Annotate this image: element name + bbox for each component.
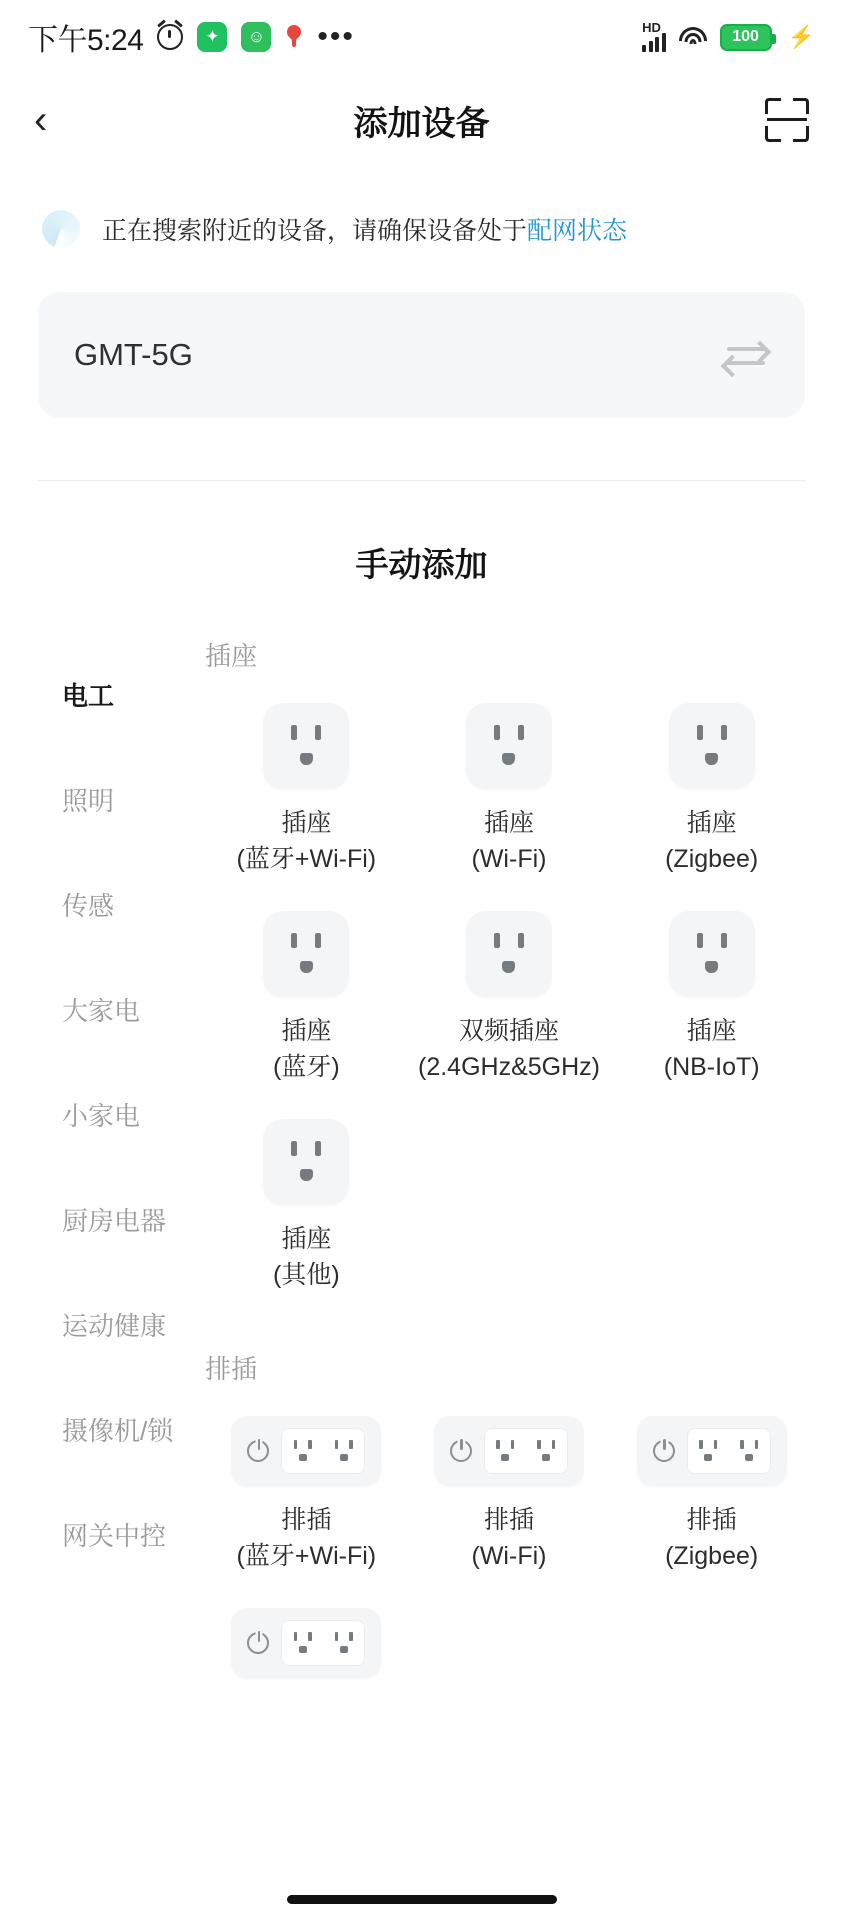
device-label-line1: 双频插座 [458,1017,559,1045]
sidebar-item-large-appliance[interactable]: 大家电 [62,996,141,1026]
back-button[interactable]: ‹ [34,98,48,142]
device-item[interactable] [610,703,813,877]
sidebar-item-electrician[interactable]: 电工 [62,681,115,711]
battery-level: 100 [732,28,759,45]
charging-icon: ⚡ [787,24,815,49]
device-label [237,1502,377,1574]
device-item[interactable] [205,703,408,877]
status-time: 下午5:24 [28,24,144,57]
device-label [665,805,758,877]
status-bar [0,0,843,74]
device-label-line2: (其他) [273,1261,340,1289]
device-grid-socket [205,703,813,1293]
battery-icon [720,24,772,51]
socket-icon [263,911,349,997]
power-strip-icon [434,1416,584,1486]
sidebar-item-sports-health[interactable]: 运动健康 [62,1311,167,1341]
socket-icon [466,703,552,789]
device-label-line1: 排插 [686,1506,737,1534]
device-label-line2: (Wi-Fi) [471,1542,547,1570]
device-label [664,1013,760,1085]
sidebar-item-lighting[interactable]: 照明 [62,786,115,816]
power-strip-icon [231,1608,381,1678]
device-label [472,805,547,877]
socket-icon [466,911,552,997]
device-label-line2: (蓝牙+Wi-Fi) [236,1542,377,1570]
device-item[interactable] [408,703,611,877]
manual-add-title: 手动添加 [355,546,488,583]
device-label-line2: (蓝牙) [273,1053,340,1081]
device-label [472,1502,547,1574]
device-label-line1: 排插 [483,1506,534,1534]
device-label [237,805,377,877]
socket-icon [263,1119,349,1205]
socket-icon [669,703,755,789]
device-label-line2: (NB-IoT) [663,1053,760,1081]
device-item[interactable] [610,1416,813,1574]
power-strip-icon [637,1416,787,1486]
searching-text [102,211,627,247]
device-label-line1: 插座 [686,809,737,837]
device-item[interactable] [610,911,813,1085]
swap-network-icon[interactable] [723,338,769,372]
device-label-line1: 插座 [686,1017,737,1045]
status-bar-right [642,22,815,52]
wifi-selector[interactable] [38,292,805,418]
device-item[interactable] [408,911,611,1085]
divider [38,480,805,481]
app-badge-icon: ✦ [197,22,227,52]
device-label [273,1221,340,1293]
device-item[interactable] [205,1608,408,1694]
location-pin-icon [285,25,303,49]
device-label-line1: 插座 [281,1225,332,1253]
device-label-line1: 插座 [281,809,332,837]
socket-icon [669,911,755,997]
more-icon: ••• [317,20,355,53]
sidebar-item-sensor[interactable]: 传感 [62,891,115,921]
searching-status [0,166,843,248]
socket-icon [263,703,349,789]
device-label [273,1013,340,1085]
wifi-ssid: GMT-5G [74,337,193,372]
device-grid-column [205,641,843,1694]
wifi-icon [678,25,708,49]
device-label-line2: (2.4GHz&5GHz) [418,1053,600,1081]
navigation-bar [0,74,843,166]
device-item[interactable] [408,1416,611,1574]
device-label-line2: (Zigbee) [665,845,759,873]
device-item[interactable] [205,911,408,1085]
group-title-socket: 插座 [205,641,258,671]
device-label-line1: 插座 [483,809,534,837]
alarm-icon [157,24,183,50]
status-bar-left [28,15,355,59]
device-label-line2: (蓝牙+Wi-Fi) [236,845,377,873]
app-badge-icon: ☺ [241,22,271,52]
device-label-line2: (Wi-Fi) [471,845,547,873]
page-title: 添加设备 [353,104,490,143]
device-label-line1: 排插 [281,1506,332,1534]
device-browser [0,641,843,1694]
sidebar-item-small-appliance[interactable]: 小家电 [62,1101,141,1131]
device-label [665,1502,758,1574]
sidebar-item-gateway[interactable]: 网关中控 [62,1521,167,1551]
scan-qr-icon[interactable] [765,98,809,142]
device-item[interactable] [205,1119,408,1293]
device-label-line2: (Zigbee) [665,1542,759,1570]
device-label-line1: 插座 [281,1017,332,1045]
device-item[interactable] [205,1416,408,1574]
sidebar-item-kitchen-appliance[interactable]: 厨房电器 [62,1206,167,1236]
pairing-mode-link[interactable]: 配网状态 [527,217,628,245]
loading-spinner-icon [42,210,80,248]
searching-text-prefix: 正在搜索附近的设备，请确保设备处于 [102,217,528,245]
device-grid-power-strip [205,1416,813,1694]
home-indicator [287,1895,557,1904]
group-title-power-strip: 排插 [205,1354,258,1384]
network-label: HD [642,20,661,35]
signal-bars-icon [642,22,666,52]
category-sidebar [0,644,205,1694]
sidebar-item-camera-lock[interactable]: 摄像机/锁 [62,1416,174,1446]
device-label [418,1013,600,1085]
power-strip-icon [231,1416,381,1486]
